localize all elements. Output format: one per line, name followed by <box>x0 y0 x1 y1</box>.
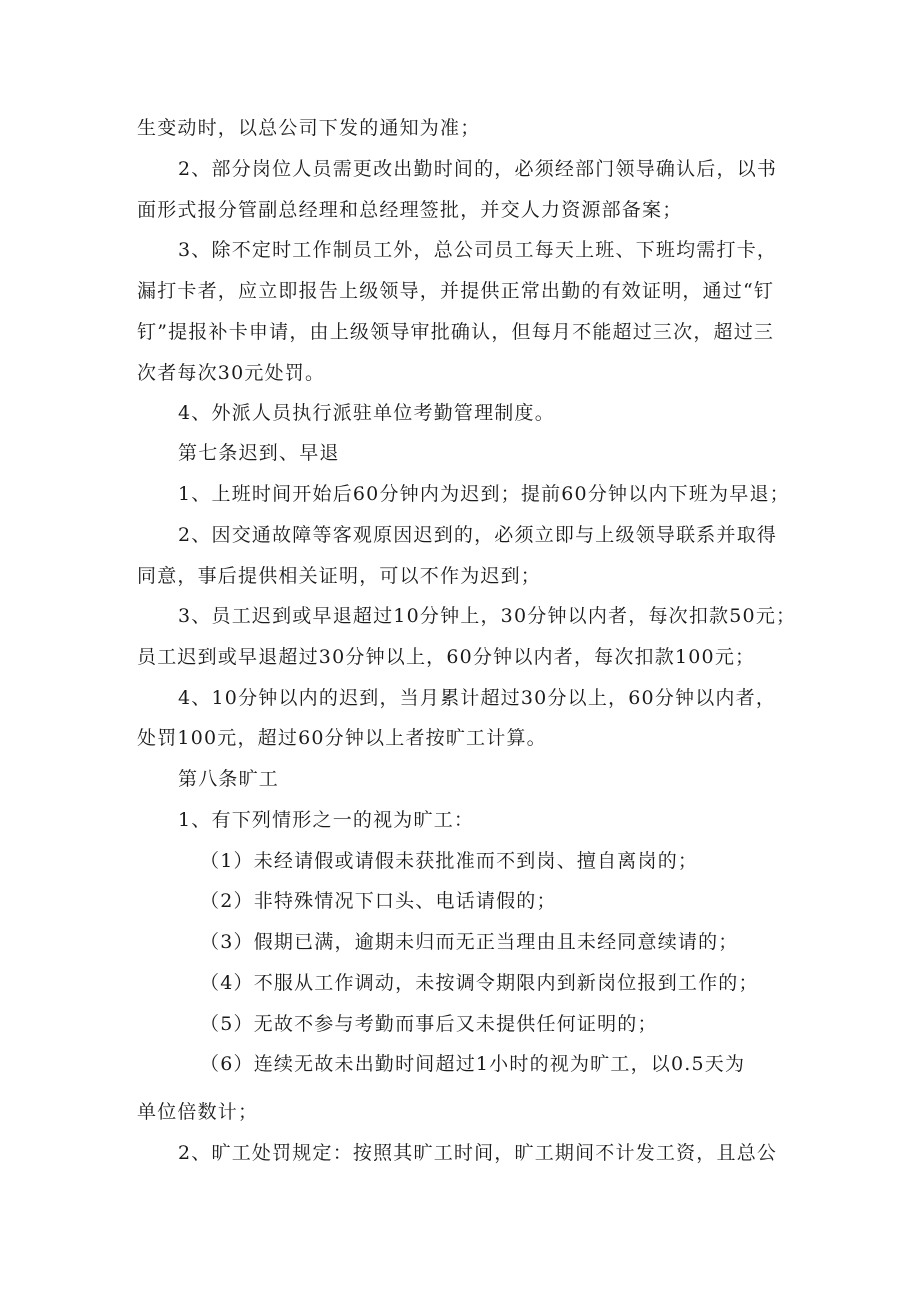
section-heading: 第八条旷工 <box>178 768 280 790</box>
text-line: 4、10分钟以内的迟到，当月累计超过30分以上，60分钟以内者， <box>178 687 777 709</box>
section-heading: 第七条迟到、早退 <box>178 442 340 464</box>
text-line: 漏打卡者，应立即报告上级领导，并提供正常出勤的有效证明，通过“钉 <box>137 280 775 302</box>
text-line: 1、有下列情形之一的视为旷工： <box>178 809 475 831</box>
text-line: 2、部分岗位人员需更改出勤时间的，必须经部门领导确认后，以书 <box>178 158 778 180</box>
text-line: 处罚100元，超过60分钟以上者按旷工计算。 <box>137 727 547 749</box>
list-item: （6）连续无故未出勤时间超过1小时的视为旷工，以0.5天为 <box>200 1053 746 1075</box>
text-line: 4、外派人员执行派驻单位考勤管理制度。 <box>178 402 555 424</box>
text-line: 员工迟到或早退超过30分钟以上，60分钟以内者，每次扣款100元； <box>137 646 756 668</box>
text-line: 生变动时，以总公司下发的通知为准； <box>137 117 481 139</box>
text-line: 3、除不定时工作制员工外，总公司员工每天上班、下班均需打卡， <box>178 239 778 261</box>
list-item: （4）不服从工作调动，未按调令期限内到新岗位报到工作的； <box>200 972 759 994</box>
text-line: 2、因交通故障等客观原因迟到的，必须立即与上级领导联系并取得 <box>178 524 778 546</box>
list-item: （2）非特殊情况下口头、电话请假的； <box>200 890 557 912</box>
list-item: （5）无故不参与考勤而事后又未提供任何证明的； <box>200 1013 658 1035</box>
text-line: 3、员工迟到或早退超过10分钟上，30分钟以内者，每次扣款50元； <box>178 605 797 627</box>
text-line: 面形式报分管副总经理和总经理签批，并交人力资源部备案； <box>137 199 683 221</box>
list-item: （1）未经请假或请假未获批准而不到岗、擅自离岗的； <box>200 850 699 872</box>
text-line: 次者每次30元处罚。 <box>137 362 326 384</box>
text-line: 2、旷工处罚规定：按照其旷工时间，旷工期间不计发工资，且总公 <box>178 1142 778 1164</box>
text-line: 同意，事后提供相关证明，可以不作为迟到； <box>137 565 542 587</box>
text-line: 钉”提报补卡申请，由上级领导审批确认，但每月不能超过三次，超过三 <box>137 321 775 343</box>
list-item: （3）假期已满，逾期未归而无正当理由且未经同意续请的； <box>200 931 739 953</box>
text-line: 1、上班时间开始后60分钟内为迟到；提前60分钟以内下班为早退； <box>178 483 790 505</box>
text-line: 单位倍数计； <box>137 1101 259 1123</box>
